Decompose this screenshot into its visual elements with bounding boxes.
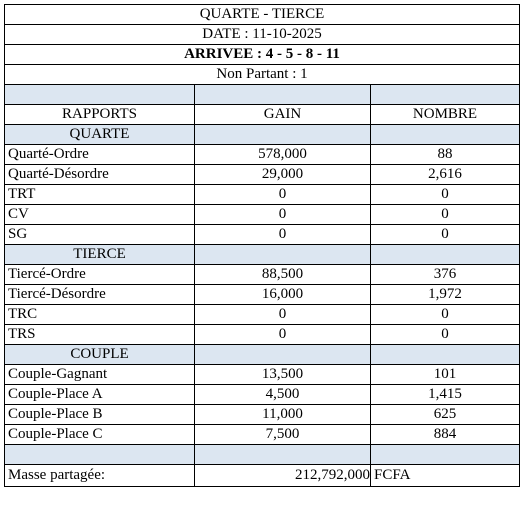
section-title-quarte: QUARTE [5,125,195,145]
table-row [5,325,520,345]
row-gain: 13,500 [195,365,371,385]
row-label: Tiercé-Ordre [5,265,195,285]
row-label: Couple-Place B [5,405,195,425]
row-label: Quarté-Désordre [5,165,195,185]
section-band [371,125,520,145]
section-title-couple: COUPLE [5,345,195,365]
spacer-cell [195,85,371,105]
table-row [5,225,520,245]
results-sheet [4,4,519,487]
spacer-cell [371,85,520,105]
table-row [5,265,520,285]
row-nombre: 2,616 [371,165,520,185]
date-cell: DATE : 11-10-2025 [5,25,520,45]
row-nombre: 884 [371,425,520,445]
row-gain: 7,500 [195,425,371,445]
row-nombre: 0 [371,325,520,345]
row-gain: 578,000 [195,145,371,165]
section-title-tierce: TIERCE [5,245,195,265]
row-label: SG [5,225,195,245]
row-nombre: 376 [371,265,520,285]
table-row [5,145,520,165]
table-row [5,305,520,325]
table-row [5,405,520,425]
section-band [371,345,520,365]
table-row [5,185,520,205]
row-gain: 29,000 [195,165,371,185]
section-band [195,125,371,145]
currency-label: FCFA [371,465,520,487]
row-gain: 16,000 [195,285,371,305]
section-band [371,245,520,265]
arrivee-cell: ARRIVEE : 4 - 5 - 8 - 11 [5,45,520,65]
row-nombre: 1,972 [371,285,520,305]
table-row [5,205,520,225]
non-partant-cell: Non Partant : 1 [5,65,520,85]
title-cell: QUARTE - TIERCE [5,5,520,25]
section-band [195,245,371,265]
row-gain: 88,500 [195,265,371,285]
row-gain: 4,500 [195,385,371,405]
masse-label: Masse partagée: [5,465,195,487]
row-nombre: 625 [371,405,520,425]
results-table [4,4,520,487]
row-label: TRS [5,325,195,345]
row-nombre: 0 [371,185,520,205]
row-nombre: 0 [371,225,520,245]
row-gain: 0 [195,325,371,345]
row-label: TRT [5,185,195,205]
row-label: Couple-Place C [5,425,195,445]
row-nombre: 101 [371,365,520,385]
section-band [195,345,371,365]
column-header-rapports: RAPPORTS [5,105,195,125]
row-gain: 0 [195,185,371,205]
table-row [5,385,520,405]
row-nombre: 0 [371,305,520,325]
row-gain: 0 [195,205,371,225]
row-nombre: 88 [371,145,520,165]
table-row [5,425,520,445]
row-label: Couple-Place A [5,385,195,405]
spacer-cell [195,445,371,465]
column-header-gain: GAIN [195,105,371,125]
row-nombre: 0 [371,205,520,225]
spacer-cell [5,85,195,105]
row-label: TRC [5,305,195,325]
row-gain: 0 [195,305,371,325]
column-header-nombre: NOMBRE [371,105,520,125]
row-label: Couple-Gagnant [5,365,195,385]
row-gain: 0 [195,225,371,245]
row-label: Quarté-Ordre [5,145,195,165]
row-gain: 11,000 [195,405,371,425]
row-nombre: 1,415 [371,385,520,405]
spacer-cell [5,445,195,465]
table-row [5,165,520,185]
table-row [5,285,520,305]
row-label: CV [5,205,195,225]
masse-value: 212,792,000 [195,465,371,487]
spacer-cell [371,445,520,465]
row-label: Tiercé-Désordre [5,285,195,305]
table-row [5,365,520,385]
